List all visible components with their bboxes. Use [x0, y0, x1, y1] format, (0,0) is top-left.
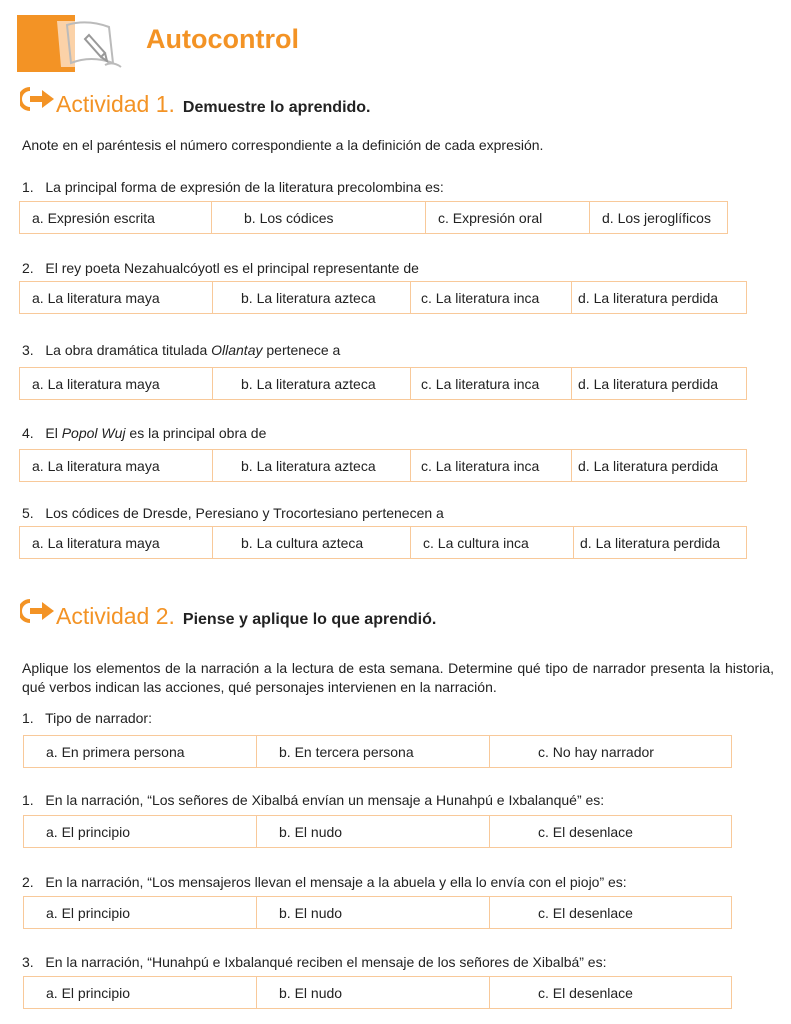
- option-d[interactable]: d. La literatura perdida: [574, 527, 747, 559]
- question-2: [22, 260, 419, 276]
- question-text-end: es la principal obra de: [125, 425, 267, 441]
- option-a[interactable]: a. En primera persona: [24, 736, 257, 768]
- options-table-9: [23, 976, 732, 1009]
- activity2-header: [20, 598, 436, 630]
- option-b[interactable]: b. La literatura azteca: [213, 282, 411, 314]
- option-a[interactable]: a. Expresión escrita: [20, 202, 212, 234]
- options-table-5: [19, 526, 747, 559]
- question-number: 2.: [22, 260, 34, 276]
- activity1-header: [20, 86, 371, 118]
- option-a[interactable]: a. La literatura maya: [20, 527, 213, 559]
- question-text: La principal forma de expresión de la literatura precolombina es:: [45, 179, 444, 195]
- question-text: En la narración, “Los mensajeros llevan el mensaje a la abuela y ella lo envía con el piojo” es:: [45, 874, 627, 890]
- question-number: 3.: [22, 342, 34, 358]
- question-4: [22, 425, 266, 441]
- option-c[interactable]: c. El desenlace: [490, 816, 732, 848]
- option-a[interactable]: a. La literatura maya: [20, 450, 213, 482]
- option-b[interactable]: b. La literatura azteca: [213, 450, 411, 482]
- option-b[interactable]: b. La literatura azteca: [213, 368, 411, 400]
- options-table-6: [23, 735, 732, 768]
- activity2-instruction: Aplique los elementos de la narración a la lectura de esta semana. Determine qué tipo de narrador presenta la historia, qué verbos indican las acciones, qué personajes intervienen en la narración.: [22, 660, 774, 695]
- work-title: Ollantay: [211, 342, 263, 358]
- option-c[interactable]: c. La literatura inca: [411, 282, 572, 314]
- work-title: Popol Wuj: [61, 425, 126, 441]
- option-c[interactable]: c. La literatura inca: [411, 368, 572, 400]
- option-c[interactable]: c. Expresión oral: [426, 202, 590, 234]
- question-number: 1.: [22, 179, 34, 195]
- arrow-right-icon: [20, 598, 56, 624]
- activity2-subtitle: Piense y aplique lo que aprendió.: [182, 611, 437, 628]
- question-number: 4.: [22, 425, 34, 441]
- question-text: El rey poeta Nezahualcóyotl es el principal representante de: [45, 260, 419, 276]
- option-b[interactable]: b. El nudo: [257, 816, 490, 848]
- question-8: [22, 874, 627, 890]
- arrow-right-icon: [20, 86, 56, 112]
- question-number: 1.: [22, 710, 34, 726]
- option-d[interactable]: d. La literatura perdida: [572, 368, 747, 400]
- activity1-title: Actividad 1.: [56, 91, 175, 117]
- activity2-title: Actividad 2.: [56, 603, 175, 629]
- option-a[interactable]: a. El principio: [24, 897, 257, 929]
- question-text: En la narración, “Hunahpú e Ixbalanqué reciben el mensaje de los señores de Xibalbá” es:: [45, 954, 607, 970]
- option-a[interactable]: a. La literatura maya: [20, 368, 213, 400]
- question-text: El: [45, 425, 62, 441]
- question-number: 5.: [22, 505, 34, 521]
- question-text: Tipo de narrador:: [45, 710, 152, 726]
- option-a[interactable]: a. El principio: [24, 816, 257, 848]
- question-6: [22, 710, 152, 726]
- question-number: 2.: [22, 874, 34, 890]
- option-c[interactable]: c. El desenlace: [490, 977, 732, 1009]
- option-d[interactable]: d. Los jeroglíficos: [590, 202, 728, 234]
- option-b[interactable]: b. La cultura azteca: [213, 527, 411, 559]
- options-table-3: [19, 367, 747, 400]
- options-table-4: [19, 449, 747, 482]
- question-7: [22, 792, 604, 808]
- question-number: 1.: [22, 792, 34, 808]
- options-table-2: [19, 281, 747, 314]
- option-b[interactable]: b. En tercera persona: [257, 736, 490, 768]
- question-3: [22, 342, 340, 358]
- option-d[interactable]: d. La literatura perdida: [572, 282, 747, 314]
- option-a[interactable]: a. El principio: [24, 977, 257, 1009]
- option-b[interactable]: b. El nudo: [257, 897, 490, 929]
- page-title: Autocontrol: [146, 24, 299, 54]
- book-pencil-icon: [17, 15, 127, 72]
- question-9: [22, 954, 607, 970]
- question-text: La obra dramática titulada: [45, 342, 212, 358]
- question-1: [22, 179, 444, 195]
- option-c[interactable]: c. La literatura inca: [411, 450, 572, 482]
- option-c[interactable]: c. No hay narrador: [490, 736, 732, 768]
- option-c[interactable]: c. La cultura inca: [411, 527, 574, 559]
- option-b[interactable]: b. Los códices: [212, 202, 426, 234]
- question-text-end: pertenece a: [262, 342, 341, 358]
- options-table-8: [23, 896, 732, 929]
- options-table-1: [19, 201, 728, 234]
- activity1-instruction: Anote en el paréntesis el número correspondiente a la definición de cada expresión.: [22, 137, 544, 153]
- option-b[interactable]: b. El nudo: [257, 977, 490, 1009]
- option-c[interactable]: c. El desenlace: [490, 897, 732, 929]
- question-text: Los códices de Dresde, Peresiano y Trocortesiano pertenecen a: [45, 505, 444, 521]
- option-d[interactable]: d. La literatura perdida: [572, 450, 747, 482]
- options-table-7: [23, 815, 732, 848]
- activity1-subtitle: Demuestre lo aprendido.: [182, 99, 371, 116]
- question-number: 3.: [22, 954, 34, 970]
- option-a[interactable]: a. La literatura maya: [20, 282, 213, 314]
- question-text: En la narración, “Los señores de Xibalbá envían un mensaje a Hunahpú e Ixbalanqué” es:: [45, 792, 605, 808]
- question-5: [22, 505, 444, 521]
